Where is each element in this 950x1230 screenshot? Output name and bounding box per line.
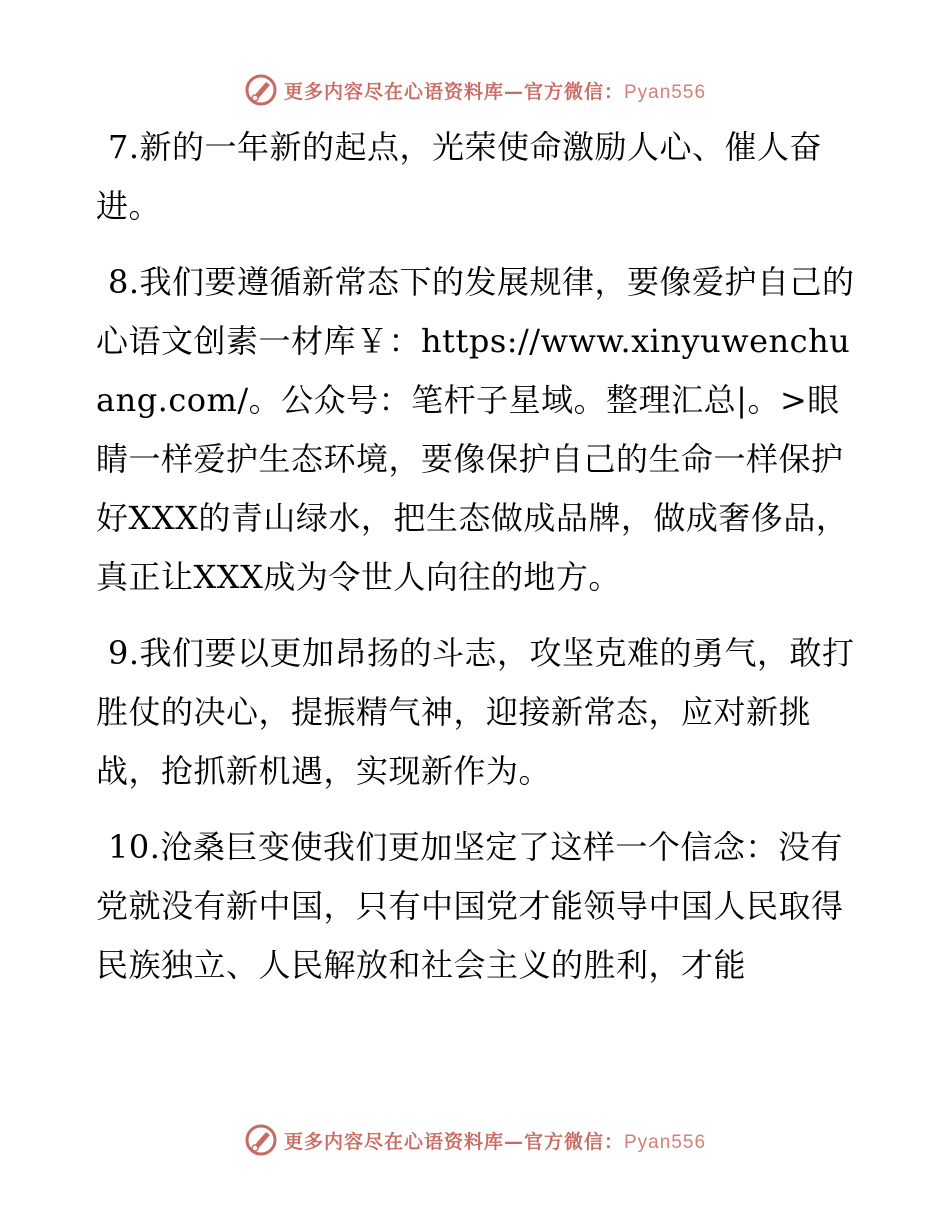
paragraph-9: 9.我们要以更加昂扬的斗志，攻坚克难的勇气，敢打胜仗的决心，提振精气神，迎接新常态，应对新挑战，抢抓新机遇，实现新作为。 xyxy=(96,634,855,790)
watermark-text: 更多内容尽在心语资料库—官方微信：Pyan556 xyxy=(283,1130,707,1153)
footer-watermark xyxy=(0,1120,950,1160)
brush-seal-icon xyxy=(244,1123,278,1157)
watermark-text: 更多内容尽在心语资料库—官方微信：Pyan556 xyxy=(283,80,707,103)
document-body xyxy=(96,118,856,1012)
brush-seal-icon xyxy=(244,73,278,107)
header-watermark xyxy=(0,70,950,110)
paragraph-7: 7.新的一年新的起点，光荣使命激励人心、催人奋进。 xyxy=(96,128,823,225)
paragraph-8: 8.我们要遵循新常态下的发展规律，要像爱护自己的心语文创素一材库￥：https://www.xinyuwenchuang.com/。公众号：笔杆子星域。整理汇总|。>眼睛一样爱护生态环境，要像保护自己的生命一样保护好XXX的青山绿水，把生态做成品牌，做成奢侈品，真正让XXX成为令世人向往的地方。 xyxy=(96,263,855,596)
paragraph-10: 10.沧桑巨变使我们更加坚定了这样一个信念：没有党就没有新中国，只有中国党才能领导中国人民取得民族独立、人民解放和社会主义的胜利，才能 xyxy=(96,828,844,984)
